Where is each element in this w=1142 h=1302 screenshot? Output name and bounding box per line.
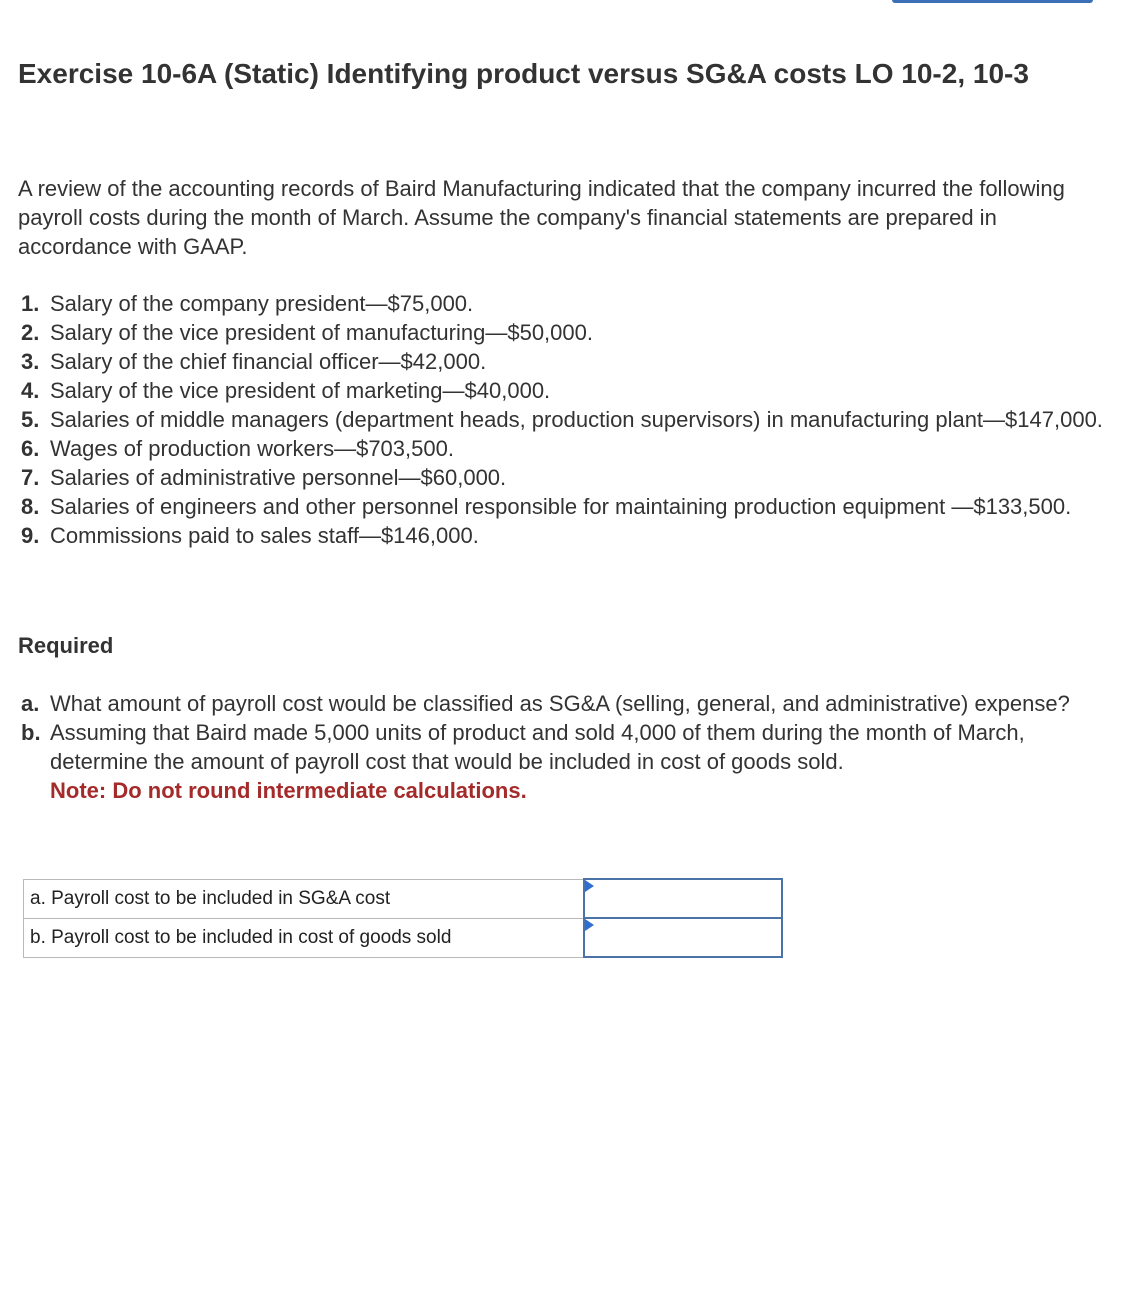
item-text: Salary of the chief financial officer—$42,000.: [50, 349, 487, 374]
table-row: [24, 879, 783, 918]
sga-cost-input[interactable]: [585, 882, 775, 915]
answer-label: b. Payroll cost to be included in cost of goods sold: [24, 918, 585, 957]
item-number: 5.: [21, 407, 40, 432]
list-item: [18, 289, 1118, 318]
item-number: 2.: [21, 320, 40, 345]
item-text: Salary of the vice president of manufacturing—$50,000.: [50, 320, 593, 345]
item-number: 9.: [21, 523, 40, 548]
answer-label: a. Payroll cost to be included in SG&A cost: [24, 879, 585, 918]
item-number: 1.: [21, 291, 40, 316]
item-number: 3.: [21, 349, 40, 374]
question-letter: a.: [21, 691, 40, 716]
item-number: 8.: [21, 494, 40, 519]
intro-paragraph: A review of the accounting records of Baird Manufacturing indicated that the company incurred the following payroll costs during the month of March. Assume the company's financial statements are prepared in accordance with GAAP.: [18, 176, 1065, 259]
table-row: [24, 918, 783, 957]
payroll-items-list: [18, 289, 1118, 550]
question-item: [18, 718, 1118, 805]
page-title: Exercise 10-6A (Static) Identifying product versus SG&A costs LO 10-2, 10-3: [18, 58, 1029, 89]
item-text: Salaries of administrative personnel—$60,000.: [50, 465, 507, 490]
item-number: 4.: [21, 378, 40, 403]
questions-list: [18, 689, 1118, 805]
list-item: [18, 521, 1118, 550]
item-text: Salaries of engineers and other personnel responsible for maintaining production equipment —$133,500.: [50, 494, 1072, 519]
list-item: [18, 492, 1118, 521]
answer-cell[interactable]: [584, 918, 782, 957]
question-text: What amount of payroll cost would be classified as SG&A (selling, general, and administrative) expense?: [50, 691, 1070, 716]
rounding-note: Note: Do not round intermediate calculations.: [50, 778, 527, 803]
required-heading: Required: [18, 633, 114, 658]
item-text: Salary of the company president—$75,000.: [50, 291, 474, 316]
list-item: [18, 463, 1118, 492]
item-text: Salaries of middle managers (department heads, production supervisors) in manufacturing plant—$147,000.: [50, 407, 1103, 432]
question-letter: b.: [21, 720, 41, 745]
item-text: Salary of the vice president of marketing—$40,000.: [50, 378, 551, 403]
item-number: 7.: [21, 465, 40, 490]
question-text: Assuming that Baird made 5,000 units of product and sold 4,000 of them during the month of March, determine the amount of payroll cost that would be included in cost of goods sold.: [50, 720, 1025, 774]
cogs-cost-input[interactable]: [585, 921, 775, 954]
answer-cell[interactable]: [584, 879, 782, 918]
answer-flag-icon: [585, 880, 594, 892]
list-item: [18, 376, 1118, 405]
answer-flag-icon: [585, 919, 594, 931]
answer-table: [23, 878, 783, 958]
item-text: Commissions paid to sales staff—$146,000.: [50, 523, 479, 548]
question-item: [18, 689, 1118, 718]
top-tab-indicator: [892, 0, 1093, 3]
item-text: Wages of production workers—$703,500.: [50, 436, 454, 461]
item-number: 6.: [21, 436, 40, 461]
list-item: [18, 347, 1118, 376]
list-item: [18, 318, 1118, 347]
list-item: [18, 434, 1118, 463]
list-item: [18, 405, 1118, 434]
